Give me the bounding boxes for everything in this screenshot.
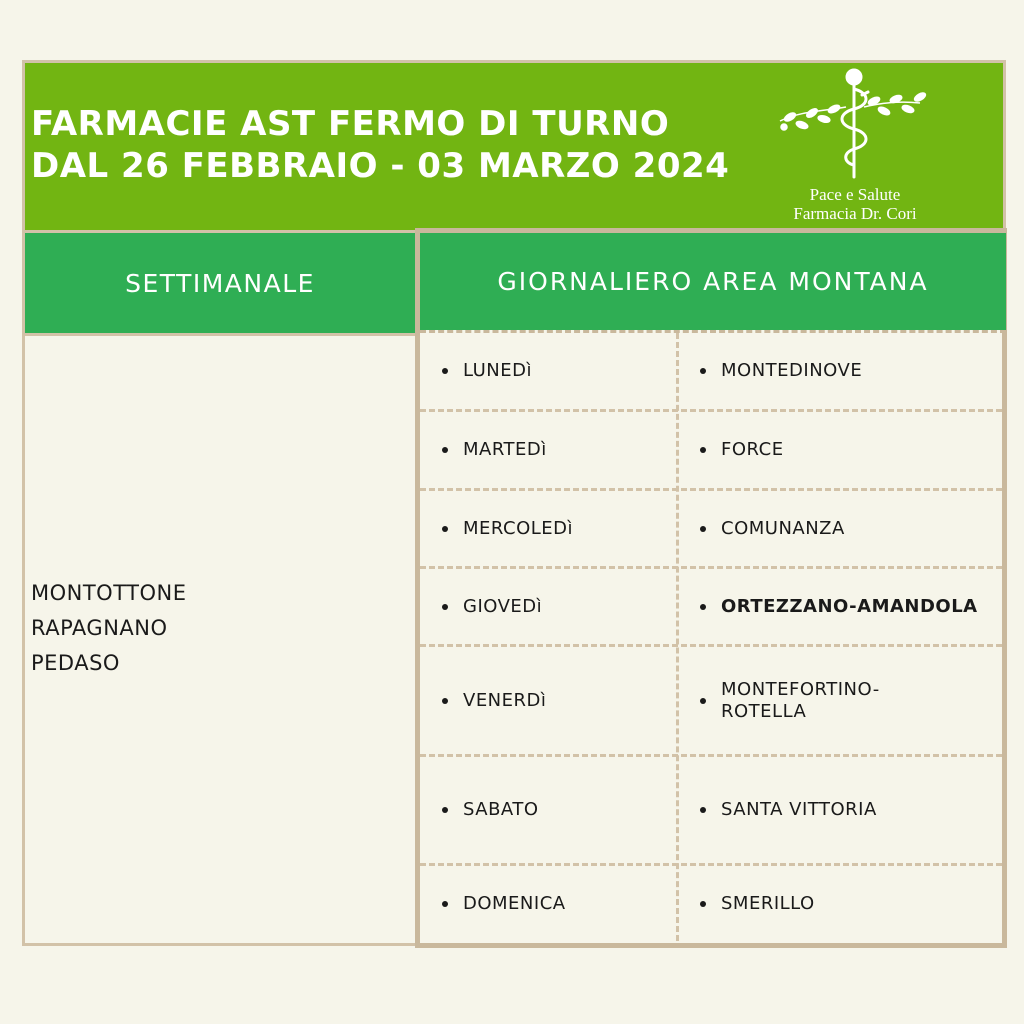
schedule-row <box>420 647 1002 757</box>
weekly-column-body <box>22 333 418 946</box>
day-cell <box>442 757 672 863</box>
schedule-row <box>420 333 1002 412</box>
bullet-icon <box>442 604 448 610</box>
day-label: VENERDì <box>463 689 547 711</box>
bullet-icon <box>442 368 448 374</box>
day-label: MERCOLEDì <box>463 517 574 539</box>
weekly-town: RAPAGNANO <box>31 616 168 640</box>
bullet-icon <box>700 368 706 374</box>
logo-tagline: Pace e Salute <box>809 185 901 204</box>
town-cell <box>700 491 1000 566</box>
bullet-icon <box>700 901 706 907</box>
day-label: MARTEDì <box>463 439 547 460</box>
schedule-row <box>420 866 1002 942</box>
title-line-1: FARMACIE AST FERMO DI TURNO <box>31 104 670 144</box>
town-cell <box>700 866 1000 942</box>
town-label <box>721 679 880 723</box>
town-cell <box>700 647 1000 754</box>
town-label: MONTEDINOVE <box>721 360 863 381</box>
schedule-row <box>420 757 1002 866</box>
town-label-line-2: ROTELLA <box>721 700 807 722</box>
town-cell <box>700 333 1000 409</box>
bullet-icon <box>442 807 448 813</box>
town-label: COMUNANZA <box>721 517 845 539</box>
day-label: GIOVEDì <box>463 595 543 617</box>
weekly-column-header: SETTIMANALE <box>22 230 415 333</box>
weekly-town: MONTOTTONE <box>31 581 187 605</box>
town-cell <box>700 412 1000 488</box>
bullet-icon <box>442 698 448 704</box>
title-line-2: DAL 26 FEBBRAIO - 03 MARZO 2024 <box>31 146 730 186</box>
schedule-row <box>420 569 1002 647</box>
bullet-icon <box>700 604 706 610</box>
bullet-icon <box>442 901 448 907</box>
town-label: ORTEZZANO-AMANDOLA <box>721 595 978 617</box>
day-cell <box>442 412 672 488</box>
bullet-icon <box>442 447 448 453</box>
schedule-row <box>420 491 1002 569</box>
bullet-icon <box>442 526 448 532</box>
day-cell <box>442 866 672 942</box>
day-label: LUNEDì <box>463 360 533 381</box>
column-divider <box>676 333 679 941</box>
logo-pharmacy-name: Farmacia Dr. Cori <box>793 204 917 223</box>
bullet-icon <box>700 698 706 704</box>
town-label: SMERILLO <box>721 893 815 914</box>
schedule-row <box>420 412 1002 491</box>
day-label: SABATO <box>463 799 539 820</box>
weekly-town: PEDASO <box>31 651 120 675</box>
weekly-town-list <box>31 576 187 681</box>
town-label: SANTA VITTORIA <box>721 799 877 820</box>
day-cell <box>442 333 672 409</box>
header-banner <box>22 60 1006 230</box>
caduceus-olive-icon <box>770 67 940 179</box>
day-cell <box>442 569 672 644</box>
bullet-icon <box>700 807 706 813</box>
pharmacy-logo <box>770 67 940 227</box>
page-title <box>31 103 729 187</box>
day-label: DOMENICA <box>463 893 566 914</box>
town-cell-highlighted <box>700 569 1000 644</box>
day-cell <box>442 491 672 566</box>
bullet-icon <box>700 526 706 532</box>
town-cell <box>700 757 1000 863</box>
day-cell <box>442 647 672 754</box>
daily-column-header: GIORNALIERO AREA MONTANA <box>420 233 1006 330</box>
town-label: FORCE <box>721 439 784 460</box>
bullet-icon <box>700 447 706 453</box>
town-label-line-1: MONTEFORTINO- <box>721 678 880 700</box>
